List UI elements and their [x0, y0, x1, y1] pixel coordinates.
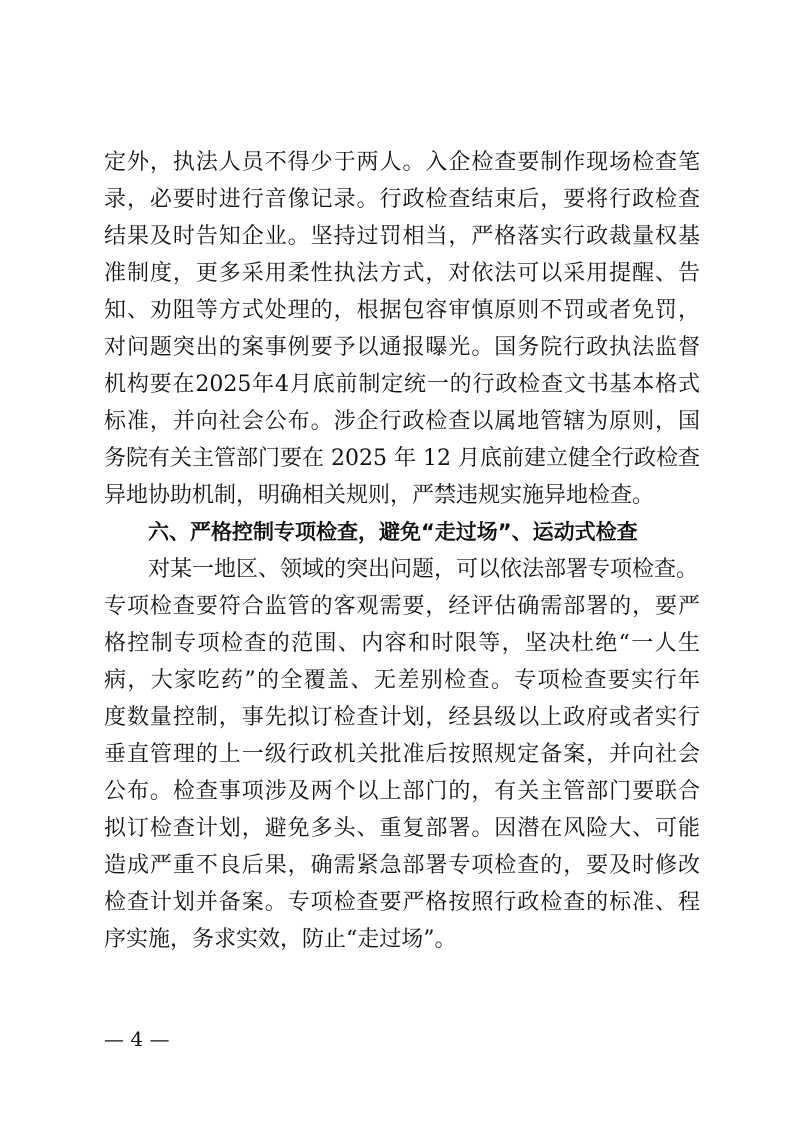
- paragraph-line: 异地协助机制，明确相关规则，严禁违规实施异地检查。: [104, 483, 655, 508]
- paragraph-line: 结果及时告知企业。坚持过罚相当，严格落实行政裁量权基: [104, 224, 700, 249]
- paragraph-line: 专项检查要符合监管的客观需要，经评估确需部署的，要严: [104, 594, 700, 619]
- paragraph-line: 格控制专项检查的范围、内容和时限等，坚决杜绝“一人生: [104, 631, 700, 656]
- paragraph-line: 对某一地区、领域的突出问题，可以依法部署专项检查。: [148, 557, 699, 582]
- paragraph-line: 病，大家吃药”的全覆盖、无差别检查。专项检查要实行年: [104, 668, 700, 693]
- paragraph-line: 录，必要时进行音像记录。行政检查结束后，要将行政检查: [104, 187, 700, 212]
- paragraph-line: 知、劝阻等方式处理的，根据包容审慎原则不罚或者免罚，: [104, 298, 700, 323]
- paragraph-line: 准制度，更多采用柔性执法方式，对依法可以采用提醒、告: [104, 261, 700, 286]
- body-text: [104, 144, 700, 958]
- paragraph-line: 垂直管理的上一级行政机关批准后按照规定备案，并向社会: [104, 742, 700, 767]
- paragraph-line: 标准，并向社会公布。涉企行政检查以属地管辖为原则，国: [104, 409, 700, 434]
- paragraph-line: 机构要在2025年4月底前制定统一的行政检查文书基本格式: [104, 372, 700, 397]
- paragraph-line: 务院有关主管部门要在 2025 年 12 月底前建立健全行政检查: [104, 446, 700, 471]
- section-heading: 六、严格控制专项检查，避免“走过场”、运动式检查: [148, 520, 638, 544]
- page-number: — 4 —: [104, 1027, 170, 1051]
- paragraph-line: 造成严重不良后果，确需紧急部署专项检查的，要及时修改: [104, 853, 700, 878]
- paragraph-line: 对问题突出的案事例要予以通报曝光。国务院行政执法监督: [104, 335, 700, 360]
- paragraph-line: 定外，执法人员不得少于两人。入企检查要制作现场检查笔: [104, 150, 700, 175]
- paragraph-line: 序实施，务求实效，防止“走过场”。: [104, 927, 457, 952]
- paragraph-line: 度数量控制，事先拟订检查计划，经县级以上政府或者实行: [104, 705, 700, 730]
- paragraph-line: 公布。检查事项涉及两个以上部门的，有关主管部门要联合: [104, 779, 700, 804]
- paragraph-line: 拟订检查计划，避免多头、重复部署。因潜在风险大、可能: [104, 816, 700, 841]
- paragraph-line: 检查计划并备案。专项检查要严格按照行政检查的标准、程: [104, 890, 700, 915]
